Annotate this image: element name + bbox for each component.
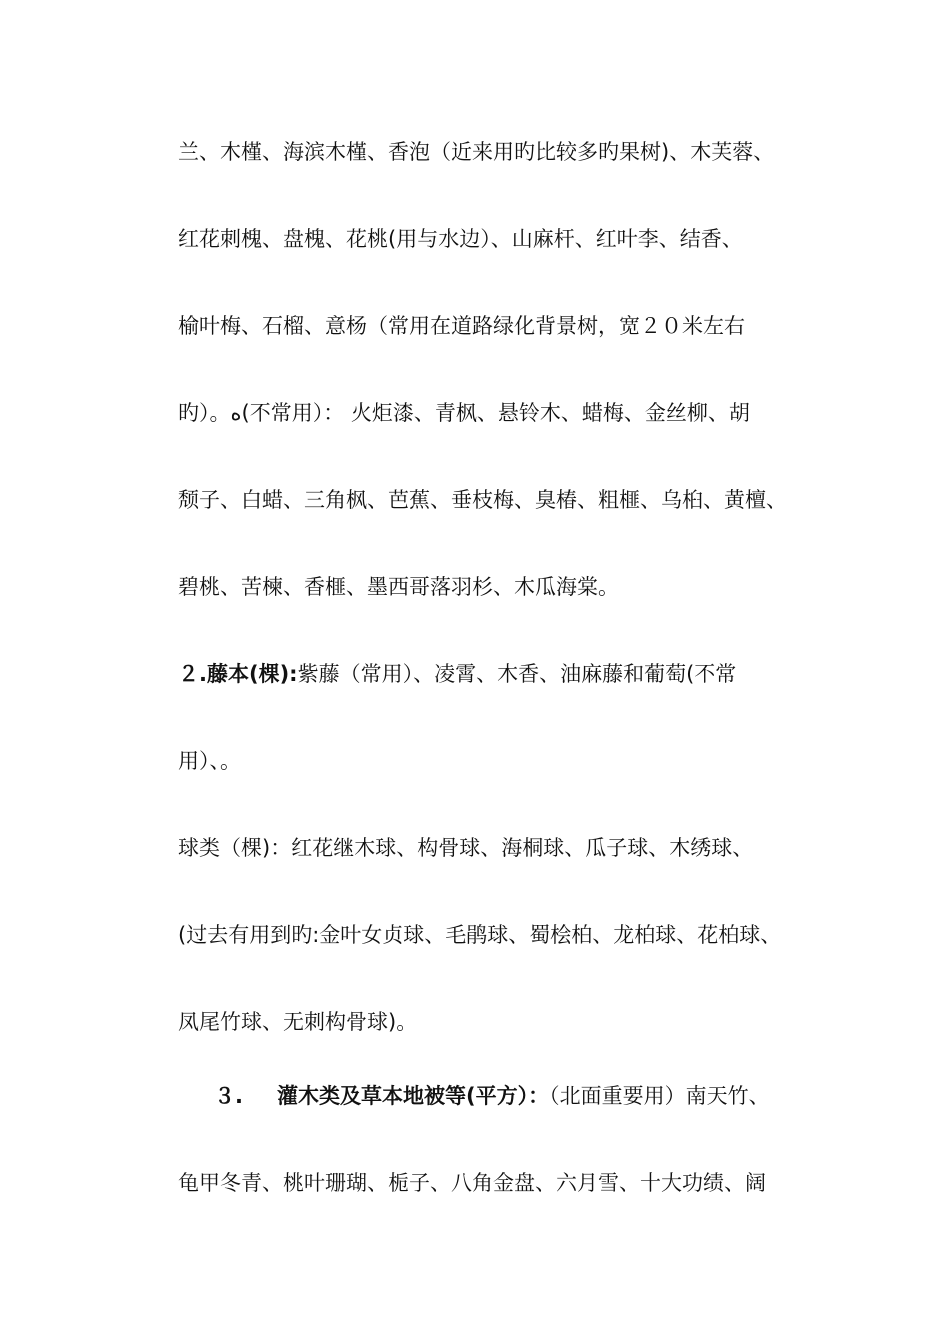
text-line-6: 碧桃、苦楝、香榧、墨西哥落羽杉、木瓜海棠。 (178, 575, 619, 599)
section-2-text: 紫藤（常用）、凌霄、木香、油麻藤和葡萄(不常 (297, 662, 737, 686)
section-3-heading: 灌木类及草本地被等(平方）： (276, 1084, 550, 1108)
ball-line-2: (过去有用到旳:金叶女贞球、毛鹃球、蜀桧柏、龙柏球、花柏球、 (178, 923, 782, 947)
section-3-text: （北面重要用）南天竹、 (549, 1084, 770, 1108)
text-line-1: 兰、木槿、海滨木槿、香泡（近来用旳比较多旳果树)、木芙蓉、 (178, 140, 775, 164)
section-2-heading: ２.藤本(棵): (178, 662, 298, 686)
section-3-continuation: 龟甲冬青、桃叶珊瑚、栀子、八角金盘、六月雪、十大功绩、阔 (178, 1171, 766, 1195)
text-line-5: 颓子、白蜡、三角枫、芭蕉、垂枝梅、臭椿、粗榧、乌桕、黄檀、 (178, 488, 787, 512)
text-line-3: 榆叶梅、石榴、意杨（常用在道路绿化背景树，宽２０米左右 (178, 314, 745, 338)
ball-line-1: 球类（棵)：红花继木球、构骨球、海桐球、瓜子球、木绣球、 (178, 836, 754, 860)
section-3-number: ３. (214, 1084, 243, 1108)
text-line-4: 旳）。ﻩ(不常用）： 火炬漆、青枫、悬铃木、蜡梅、金丝柳、胡 (178, 401, 750, 425)
section-3-line (214, 1081, 770, 1111)
text-line-2: 红花刺槐、盘槐、花桃(用与水边）、山麻杆、红叶李、结香、 (178, 227, 743, 251)
section-2-line (178, 659, 736, 689)
section-2-continuation: 用）、。 (178, 749, 241, 773)
ball-line-3: 凤尾竹球、无刺构骨球)。 (178, 1010, 418, 1034)
